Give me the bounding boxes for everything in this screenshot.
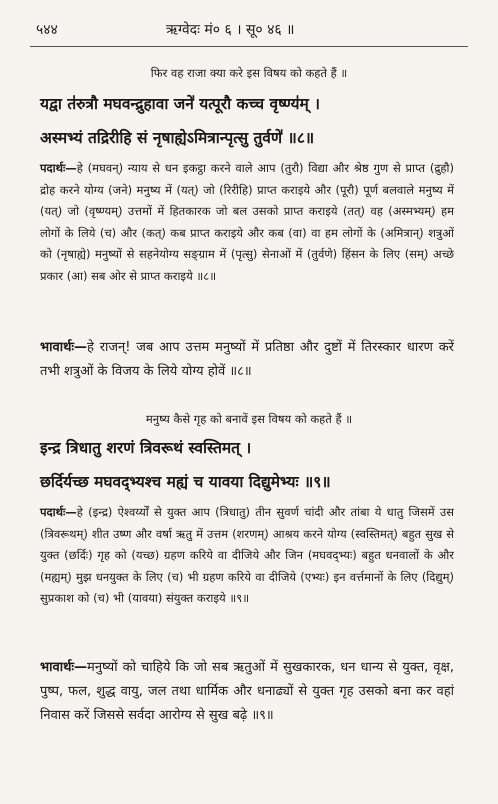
section-intro-1: फिर वह राजा क्या करे इस विषय को कहते हैं ॥: [150, 66, 348, 80]
bhavartha-1: [40, 336, 454, 384]
page-number: ५४४: [36, 22, 58, 38]
mantra-2-line-1: इन्द्र त्रिधातु शरणं त्रिवरूथं स्वस्तिमत् ।: [40, 439, 252, 457]
bhavartha-2-label: भावार्थः—: [40, 660, 88, 675]
page-header: [36, 20, 458, 39]
padartha-1-label: पदार्थः—: [40, 161, 77, 175]
mantra-2-line-2: छर्दिर्यच्छ मघवद्भ्यश्च मह्यं च यावया दिद्युमेभ्यः ॥९॥: [40, 473, 331, 491]
padartha-2: [40, 502, 454, 610]
bhavartha-2: [40, 656, 454, 728]
bhavartha-2-text: मनुष्यों को चाहिये कि जो सब ऋतुओं में सुखकारक, धन धान्य से युक्त, वृक्ष, पुष्प, फल, शुद्ध वायु, जल तथा धार्मिक और धनाढ्यों से युक्त गृह उसको बना कर वहां निवास करें जिससे सर्वदा आरोग्य से सुख बढ़े ॥९॥: [40, 660, 454, 723]
header-rule: [30, 46, 468, 47]
padartha-2-text: हे (इन्द्र) ऐश्वर्य्यों से युक्त आप (त्रिधातु) तीन सुवर्ण चांदी और तांबा ये धातु जिसमें उस (त्रिवरूथम्) शीत उष्ण और वर्षा ऋतु में उत्तम (शरणम्) आश्रय करने योग्य (स्वस्तिमत्) बहुत सुख से युक्त (छर्दिः) गृह को (यच्छ) ग्रहण करिये वा दीजिये और जिन (मघवद्भ्यः) बहुत धनवालों के और (मह्यम्) मुझ धनयुक्त के लिए (च) भी ग्रहण करिये वा दीजिये (एभ्यः) इन वर्त्तमानों के लिए (दिद्युम्) सुप्रकाश को (च) भी (यावया) संयुक्त कराइये ॥९॥: [40, 505, 454, 605]
padartha-2-label: पदार्थः—: [40, 505, 77, 519]
section-intro-2: मनुष्य कैसे गृह को बनावें इस विषय को कहते हैं ॥: [145, 412, 353, 426]
mantra-1-line-2: अस्मभ्यं तद्रिरीहि सं नृषाह्येऽमित्रान्पृत्सु तुर्वणे॑ ॥८॥: [40, 129, 315, 147]
padartha-1: [40, 158, 454, 287]
padartha-1-text: हे (मघवन्) न्याय से धन इकट्ठा करने वाले आप (तुरौ) विद्या और श्रेष्ठ गुण से प्राप्त (द्रुहौ) द्रोह करने योग्य (जने) मनुष्य में (यत्) जो (रिरीहि) प्राप्त कराइये और (पूरौ) पूर्ण बलवाले मनुष्य में (यत्) जो (वृष्ण्यम्) उत्तमों में हितकारक जो बल उसको प्राप्त कराइये (तत्) वह (अस्मभ्यम्) हम लोगों के लिये (च) और (कत्) कब प्राप्त कराइये और कब (वा) वा हम लोगों के (अमित्रान्) शत्रुओं को (नृषाह्ये) मनुष्यों से सहनेयोग्य सङ्ग्राम में (पृत्सु) सेनाओं में (तुर्वणे) हिंसन के लिए (सम्) अच्छे प्रकार (आ) सब ओर से प्राप्त कराइये ॥८॥: [40, 161, 454, 283]
running-head: ऋग्वेदः मं० ६ । सू० ४६ ॥: [166, 22, 295, 38]
mantra-1-line-1: यद्वा त॑रुत्रौ मघवन्द्रुहावा जने॑ यत्पूरौ कच्च वृष्ण्य॑म् ।: [40, 95, 320, 113]
bhavartha-1-text: हे राजन्! जब आप उत्तम मनुष्यों में प्रतिष्ठा और दुष्टों में तिरस्कार धारण करें तभी शत्रुओं के विजय के लिये योग्य होवें ॥८॥: [40, 340, 454, 379]
bhavartha-1-label: भावार्थः—: [40, 340, 88, 355]
